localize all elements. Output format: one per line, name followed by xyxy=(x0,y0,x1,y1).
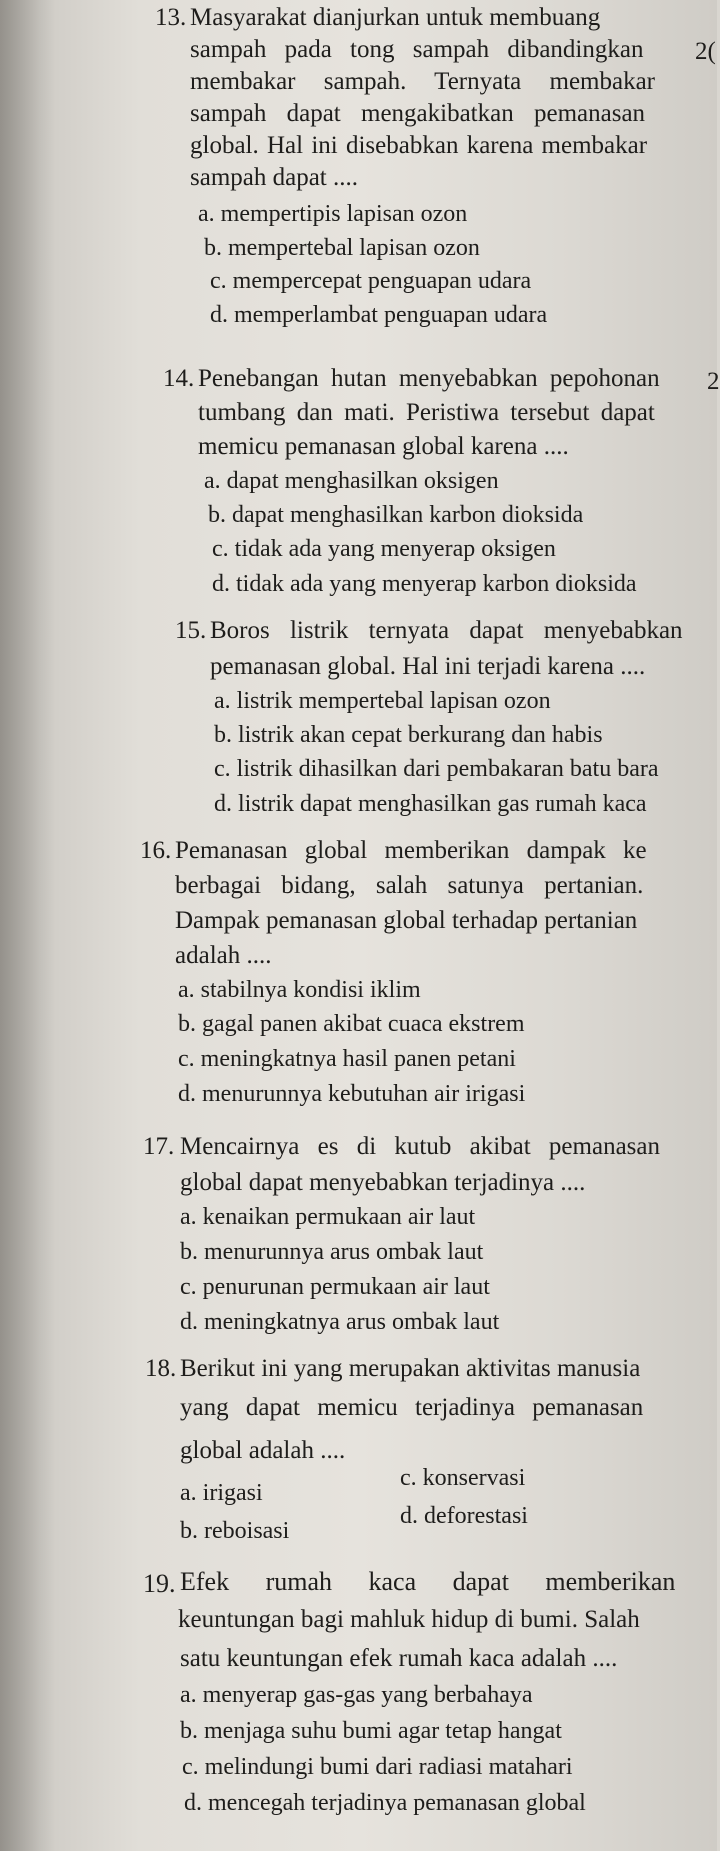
question-number: 17. xyxy=(143,1133,175,1160)
question-number: 14. xyxy=(163,365,195,392)
question-text-line: yang dapat memicu terjadinya pemanasan xyxy=(180,1394,644,1421)
option-b[interactable]: b. dapat menghasilkan karbon dioksida xyxy=(208,502,584,528)
option-a[interactable]: a. kenaikan permukaan air laut xyxy=(180,1204,476,1230)
question-text-line: sampah dapat .... xyxy=(190,164,359,191)
question-text-line: Berikut ini yang merupakan aktivitas manusia xyxy=(180,1355,641,1382)
question-number: 15. xyxy=(175,617,207,644)
option-d[interactable]: d. tidak ada yang menyerap karbon dioksida xyxy=(212,571,637,597)
option-c[interactable]: c. konservasi xyxy=(400,1465,526,1491)
option-d[interactable]: d. listrik dapat menghasilkan gas rumah kaca xyxy=(214,791,647,817)
question-number: 16. xyxy=(140,837,172,864)
question-text: Masyarakat dianjurkan untuk membuang xyxy=(190,4,601,31)
question-text-line: pemanasan global. Hal ini terjadi karena .... xyxy=(210,653,646,680)
question-text-line: membakar sampah. Ternyata membakar xyxy=(190,68,656,95)
option-b[interactable]: b. reboisasi xyxy=(180,1518,290,1544)
question-text-line: memicu pemanasan global karena .... xyxy=(198,433,569,460)
option-a[interactable]: a. listrik mempertebal lapisan ozon xyxy=(214,688,551,714)
question-text-line: global adalah .... xyxy=(180,1437,346,1464)
page-edge-shadow xyxy=(0,0,55,1851)
option-c[interactable]: c. penurunan permukaan air laut xyxy=(180,1274,490,1300)
question-text-line: sampah pada tong sampah dibandingkan xyxy=(190,36,644,63)
question-text-line: Efek rumah kaca dapat memberikan xyxy=(180,1567,676,1596)
option-c[interactable]: c. tidak ada yang menyerap oksigen xyxy=(212,536,556,562)
option-c[interactable]: c. melindungi bumi dari radiasi matahari xyxy=(182,1754,573,1780)
option-d[interactable]: d. deforestasi xyxy=(400,1503,528,1529)
option-a[interactable]: a. dapat menghasilkan oksigen xyxy=(204,468,499,494)
question-number: 19. xyxy=(143,1569,176,1598)
margin-mark: 2( xyxy=(695,38,716,65)
question-text-line: Pemanasan global memberikan dampak ke xyxy=(175,837,647,864)
question-text-line: satu keuntungan efek rumah kaca adalah .... xyxy=(180,1645,618,1672)
option-b[interactable]: b. menurunnya arus ombak laut xyxy=(180,1239,484,1265)
option-b[interactable]: b. listrik akan cepat berkurang dan habis xyxy=(214,722,603,748)
option-c[interactable]: c. mempercepat penguapan udara xyxy=(210,268,532,294)
question-text-line: keuntungan bagi mahluk hidup di bumi. Salah xyxy=(178,1606,640,1633)
option-c[interactable]: c. listrik dihasilkan dari pembakaran batu bara xyxy=(214,756,659,782)
question-text-line: Boros listrik ternyata dapat menyebabkan xyxy=(210,617,683,644)
question-text-line xyxy=(190,2,640,33)
question-text-line: tumbang dan mati. Peristiwa tersebut dapat xyxy=(198,399,655,426)
question-number: 13. xyxy=(155,4,187,31)
question-text-line: Penebangan hutan menyebabkan pepohonan xyxy=(198,365,660,392)
option-d[interactable]: d. mencegah terjadinya pemanasan global xyxy=(184,1790,586,1816)
option-a[interactable]: a. irigasi xyxy=(180,1480,263,1506)
margin-mark: 2 xyxy=(707,368,720,395)
question-text-line: Dampak pemanasan global terhadap pertanian xyxy=(175,907,638,934)
option-b[interactable]: b. menjaga suhu bumi agar tetap hangat xyxy=(180,1718,562,1744)
option-c[interactable]: c. meningkatnya hasil panen petani xyxy=(178,1046,516,1072)
question-text-line: global. Hal ini disebabkan karena membakar xyxy=(190,132,648,159)
question-text-line: global dapat menyebabkan terjadinya .... xyxy=(180,1169,586,1196)
question-text-line: berbagai bidang, salah satunya pertanian. xyxy=(175,872,644,899)
question-text-line: sampah dapat mengakibatkan pemanasan xyxy=(190,100,646,127)
option-a[interactable]: a. mempertipis lapisan ozon xyxy=(198,201,468,227)
question-text-line: Mencairnya es di kutub akibat pemanasan xyxy=(180,1133,660,1160)
option-a[interactable]: a. stabilnya kondisi iklim xyxy=(178,977,421,1003)
question-text-line: adalah .... xyxy=(175,942,272,969)
option-a[interactable]: a. menyerap gas-gas yang berbahaya xyxy=(180,1682,533,1708)
option-b[interactable]: b. gagal panen akibat cuaca ekstrem xyxy=(178,1011,525,1037)
option-d[interactable]: d. meningkatnya arus ombak laut xyxy=(180,1309,500,1335)
option-d[interactable]: d. memperlambat penguapan udara xyxy=(210,302,548,328)
option-b[interactable]: b. mempertebal lapisan ozon xyxy=(204,235,480,261)
question-number: 18. xyxy=(145,1355,177,1382)
option-d[interactable]: d. menurunnya kebutuhan air irigasi xyxy=(178,1081,526,1107)
